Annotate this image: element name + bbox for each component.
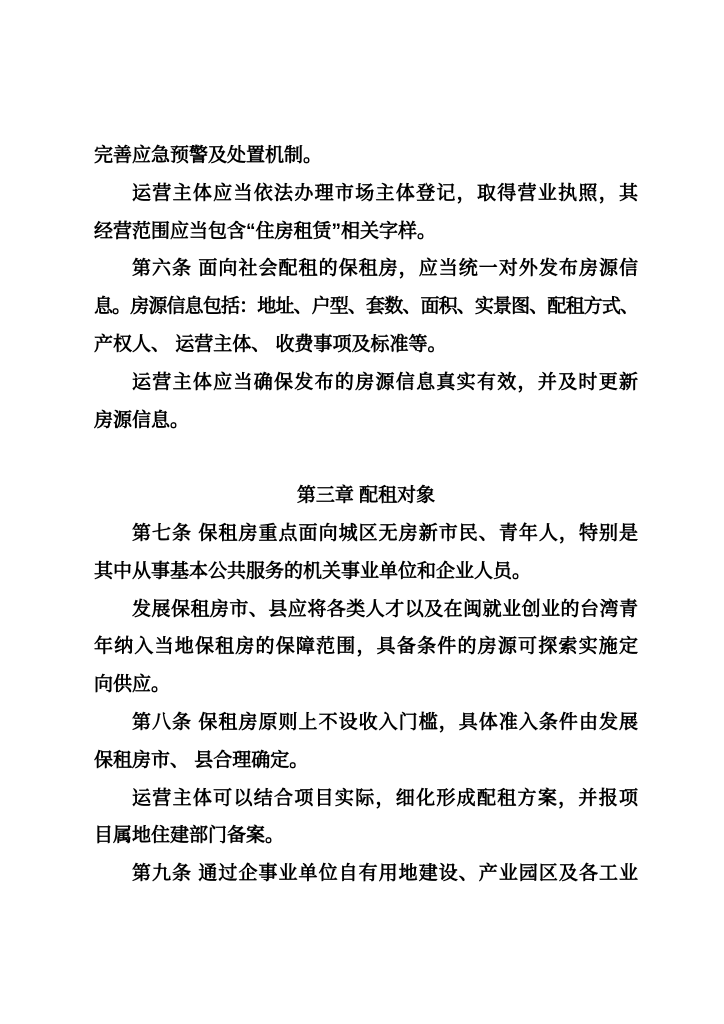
doc-line-12: 发展保租房市、县应将各类人才以及在闽就业创业的台湾青: [132, 598, 638, 620]
doc-line-5: 息。房源信息包括：地址、户型、套数、面积、实景图、配租方式、: [94, 296, 638, 318]
doc-line-10: 第七条 保租房重点面向城区无房新市民、青年人，特别是: [132, 522, 638, 544]
chapter-heading: 第三章 配租对象: [296, 485, 436, 507]
doc-line-19: 第九条 通过企事业单位自有用地建设、产业园区及各工业: [132, 863, 638, 885]
doc-line-8: 房源信息。: [94, 409, 190, 431]
doc-line-4: 第六条 面向社会配租的保租房，应当统一对外发布房源信: [132, 258, 638, 280]
doc-line-11: 其中从事基本公共服务的机关事业单位和企业人员。: [94, 560, 532, 582]
doc-line-15: 第八条 保租房原则上不设收入门槛，具体准入条件由发展: [132, 711, 638, 733]
doc-line-14: 向供应。: [94, 674, 171, 696]
doc-line-2: 运营主体应当依法办理市场主体登记，取得营业执照，其: [132, 182, 638, 204]
doc-line-6: 产权人、 运营主体、 收费事项及标准等。: [94, 333, 447, 355]
doc-line-13: 年纳入当地保租房的保障范围，具备条件的房源可探索实施定: [94, 636, 638, 658]
doc-line-18: 目属地住建部门备案。: [94, 825, 285, 847]
doc-line-16: 保租房市、 县合理确定。: [94, 749, 309, 771]
doc-line-3: 经营范围应当包含“住房租赁”相关字样。: [94, 220, 437, 242]
doc-line-1: 完善应急预警及处置机制。: [94, 145, 323, 166]
doc-line-17: 运营主体可以结合项目实际，细化形成配租方案，并报项: [132, 787, 638, 809]
doc-line-7: 运营主体应当确保发布的房源信息真实有效，并及时更新: [132, 371, 638, 393]
document-body: [94, 137, 638, 893]
